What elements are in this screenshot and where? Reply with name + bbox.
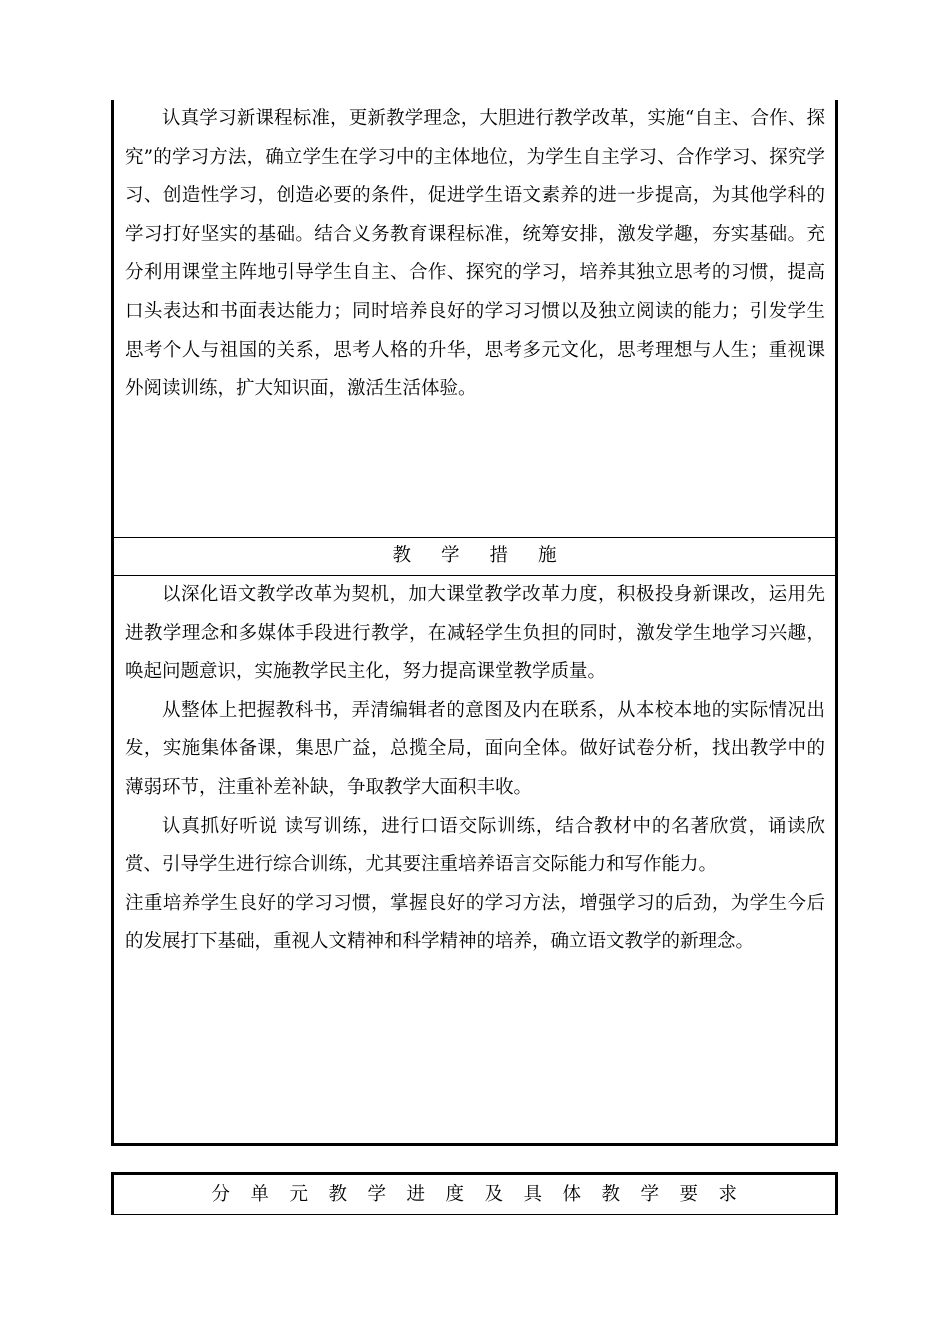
teaching-measures-heading: 教学措施	[114, 537, 835, 576]
teaching-goals-text	[114, 100, 835, 409]
goals-paragraph: 认真学习新课程标准，更新教学理念，大胆进行教学改革，实施“自主、合作、探究”的学习方法，确立学生在学习中的主体地位，为学生自主学习、合作学习、探究学习、创造性学习，创造必要的条件，促进学生语文素养的进一步提高，为其他学科的学习打好坚实的基础。结合义务教育课程标准，统筹安排，激发学趣，夯实基础。充分利用课堂主阵地引导学生自主、合作、探究的学习，培养其独立思考的习惯，提高口头表达和书面表达能力；同时培养良好的学习习惯以及独立阅读的能力；引发学生思考个人与祖国的关系，思考人格的升华，思考多元文化，思考理想与人生；重视课外阅读训练，扩大知识面，激活生活体验。	[125, 108, 825, 400]
measures-paragraph: 认真抓好听说 读写训练，进行口语交际训练，结合教材中的名著欣赏，诵读欣赏、引导学生进行综合训练，尤其要注重培养语言交际能力和写作能力。	[125, 815, 825, 876]
measures-paragraph: 以深化语文教学改革为契机，加大课堂教学改革力度，积极投身新课改，运用先进教学理念和多媒体手段进行教学，在减轻学生负担的同时，激发学生地学习兴趣，唤起问题意识，实施教学民主化，努力提高课堂教学质量。	[125, 584, 825, 683]
teaching-measures-text	[114, 576, 835, 962]
unit-schedule-table	[111, 1172, 838, 1215]
measures-paragraph: 注重培养学生良好的学习习惯，掌握良好的学习方法，增强学习的后劲，为学生今后的发展打下基础，重视人文精神和科学精神的培养，确立语文教学的新理念。	[125, 892, 825, 953]
plan-table	[111, 100, 838, 1146]
unit-schedule-heading: 分单元教学进度及具体教学要求	[211, 1184, 758, 1205]
measures-paragraph: 从整体上把握教科书，弄清编辑者的意图及内在联系，从本校本地的实际情况出发，实施集体备课，集思广益，总揽全局，面向全体。做好试卷分析，找出教学中的薄弱环节，注重补差补缺，争取教学大面积丰收。	[125, 699, 825, 798]
